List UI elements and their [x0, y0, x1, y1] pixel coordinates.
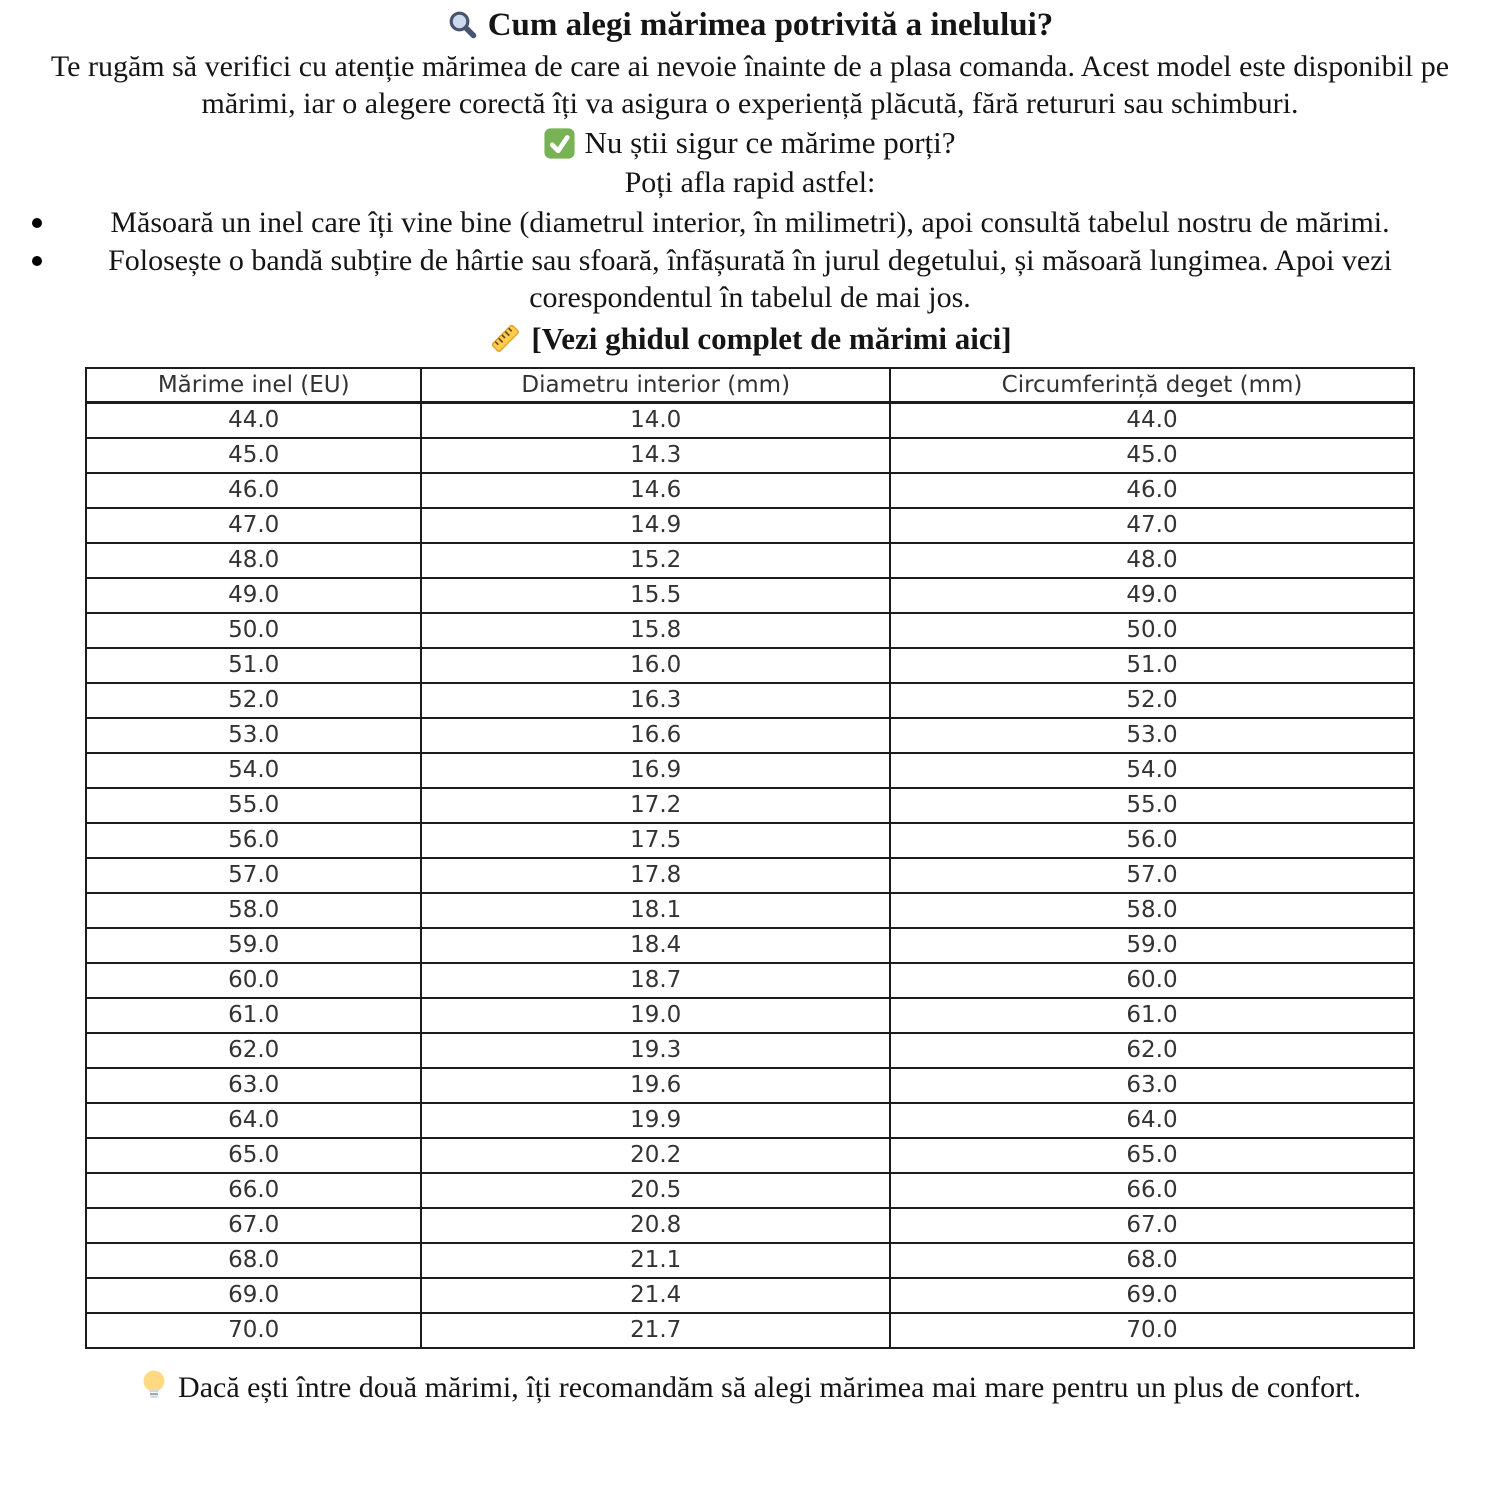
table-cell: 63.0 — [86, 1068, 421, 1103]
table-cell: 59.0 — [890, 928, 1414, 963]
intro-text: Te rugăm să verifici cu atenție mărimea de care ai nevoie înainte de a plasa comanda. Acest model este disponibil pe mărimi, iar o alegere corectă îți va asigura o experiență plăcută, fără retururi sau schimburi. — [50, 49, 1450, 120]
table-cell: 49.0 — [86, 578, 421, 613]
table-cell: 16.3 — [421, 683, 890, 718]
table-cell: 70.0 — [890, 1313, 1414, 1348]
table-cell: 14.6 — [421, 473, 890, 508]
table-row — [86, 648, 1414, 683]
tips-list — [0, 204, 1500, 316]
bullet-icon — [32, 256, 42, 266]
table-cell: 51.0 — [890, 648, 1414, 683]
table-row — [86, 1243, 1414, 1278]
table-cell: 64.0 — [890, 1103, 1414, 1138]
table-cell: 51.0 — [86, 648, 421, 683]
table-cell: 67.0 — [890, 1208, 1414, 1243]
table-cell: 15.2 — [421, 543, 890, 578]
table-row — [86, 402, 1414, 438]
table-cell: 65.0 — [890, 1138, 1414, 1173]
table-row — [86, 893, 1414, 928]
table-row — [86, 1138, 1414, 1173]
table-cell: 45.0 — [86, 438, 421, 473]
table-row — [86, 1208, 1414, 1243]
table-cell: 15.8 — [421, 613, 890, 648]
table-row — [86, 508, 1414, 543]
table-cell: 57.0 — [86, 858, 421, 893]
table-cell: 54.0 — [86, 753, 421, 788]
table-cell: 52.0 — [890, 683, 1414, 718]
table-cell: 69.0 — [86, 1278, 421, 1313]
table-cell: 19.9 — [421, 1103, 890, 1138]
table-cell: 18.4 — [421, 928, 890, 963]
question-text: Nu știi sigur ce mărime porți? — [584, 124, 956, 160]
table-cell: 55.0 — [86, 788, 421, 823]
table-cell: 53.0 — [86, 718, 421, 753]
table-cell: 52.0 — [86, 683, 421, 718]
table-cell: 19.6 — [421, 1068, 890, 1103]
list-item — [0, 242, 1500, 316]
comfort-note — [40, 1369, 1460, 1406]
table-cell: 18.1 — [421, 893, 890, 928]
table-row — [86, 823, 1414, 858]
table-cell: 58.0 — [86, 893, 421, 928]
table-cell: 61.0 — [86, 998, 421, 1033]
page-title-text: Cum alegi mărimea potrivită a inelului? — [487, 7, 1054, 43]
table-cell: 21.7 — [421, 1313, 890, 1348]
table-cell: 21.1 — [421, 1243, 890, 1278]
table-cell: 20.2 — [421, 1138, 890, 1173]
table-row — [86, 438, 1414, 473]
table-cell: 20.5 — [421, 1173, 890, 1208]
table-cell: 20.8 — [421, 1208, 890, 1243]
table-cell: 17.5 — [421, 823, 890, 858]
table-row — [86, 1313, 1414, 1348]
table-row — [86, 928, 1414, 963]
table-cell: 61.0 — [890, 998, 1414, 1033]
table-row — [86, 718, 1414, 753]
table-cell: 48.0 — [890, 543, 1414, 578]
table-cell: 46.0 — [86, 473, 421, 508]
table-cell: 16.6 — [421, 718, 890, 753]
table-cell: 70.0 — [86, 1313, 421, 1348]
comfort-note-text: Dacă ești între două mărimi, îți recomandăm să alegi mărimea mai mare pentru un plus de confort. — [178, 1370, 1361, 1404]
column-header-size: Mărime inel (EU) — [86, 368, 421, 403]
table-cell: 21.4 — [421, 1278, 890, 1313]
table-row — [86, 578, 1414, 613]
table-cell: 14.9 — [421, 508, 890, 543]
table-row — [86, 1068, 1414, 1103]
table-cell: 55.0 — [890, 788, 1414, 823]
table-row — [86, 1173, 1414, 1208]
check-icon — [544, 128, 575, 159]
table-cell: 48.0 — [86, 543, 421, 578]
table-cell: 50.0 — [86, 613, 421, 648]
tip-text: Folosește o bandă subțire de hârtie sau sfoară, înfășurată în jurul degetului, și măsoară lungimea. Apoi vezi corespondentul în tabelul de mai jos. — [108, 243, 1392, 314]
column-header-circumference: Circumferință deget (mm) — [890, 368, 1414, 403]
table-cell: 68.0 — [890, 1243, 1414, 1278]
subquestion-text: Poți afla rapid astfel: — [624, 165, 876, 199]
table-cell: 47.0 — [890, 508, 1414, 543]
table-row — [86, 543, 1414, 578]
ruler-icon — [488, 321, 522, 355]
table-row — [86, 473, 1414, 508]
table-cell: 14.0 — [421, 402, 890, 438]
table-cell: 62.0 — [86, 1033, 421, 1068]
table-cell: 45.0 — [890, 438, 1414, 473]
table-cell: 69.0 — [890, 1278, 1414, 1313]
table-cell: 67.0 — [86, 1208, 421, 1243]
table-cell: 46.0 — [890, 473, 1414, 508]
table-row — [86, 788, 1414, 823]
table-row — [86, 1103, 1414, 1138]
table-cell: 19.3 — [421, 1033, 890, 1068]
table-cell: 44.0 — [86, 402, 421, 438]
question-line — [0, 124, 1500, 162]
table-row — [86, 753, 1414, 788]
table-row — [86, 613, 1414, 648]
table-row — [86, 1278, 1414, 1313]
table-cell: 14.3 — [421, 438, 890, 473]
table-row — [86, 998, 1414, 1033]
page-title — [0, 6, 1500, 46]
bullet-icon — [32, 218, 42, 228]
table-cell: 63.0 — [890, 1068, 1414, 1103]
size-guide-link[interactable] — [0, 320, 1500, 358]
tip-text: Măsoară un inel care îți vine bine (diametrul interior, în milimetri), apoi consultă tabelul nostru de mărimi. — [110, 206, 1390, 240]
table-cell: 65.0 — [86, 1138, 421, 1173]
table-cell: 60.0 — [890, 963, 1414, 998]
table-header-row — [86, 368, 1414, 403]
table-row — [86, 858, 1414, 893]
table-cell: 16.9 — [421, 753, 890, 788]
table-cell: 54.0 — [890, 753, 1414, 788]
table-cell: 17.2 — [421, 788, 890, 823]
table-row — [86, 963, 1414, 998]
table-cell: 16.0 — [421, 648, 890, 683]
size-table — [85, 367, 1415, 1349]
table-cell: 66.0 — [86, 1173, 421, 1208]
table-cell: 49.0 — [890, 578, 1414, 613]
table-cell: 19.0 — [421, 998, 890, 1033]
table-row — [86, 1033, 1414, 1068]
table-cell: 18.7 — [421, 963, 890, 998]
list-item — [0, 204, 1500, 241]
table-cell: 57.0 — [890, 858, 1414, 893]
table-cell: 56.0 — [86, 823, 421, 858]
table-cell: 50.0 — [890, 613, 1414, 648]
table-cell: 66.0 — [890, 1173, 1414, 1208]
magnifier-icon — [447, 9, 479, 41]
table-cell: 15.5 — [421, 578, 890, 613]
table-cell: 44.0 — [890, 402, 1414, 438]
size-guide-link-text[interactable]: [Vezi ghidul complet de mărimi aici] — [531, 320, 1012, 356]
table-cell: 64.0 — [86, 1103, 421, 1138]
bulb-icon — [139, 1369, 169, 1403]
table-cell: 58.0 — [890, 893, 1414, 928]
table-cell: 17.8 — [421, 858, 890, 893]
table-cell: 62.0 — [890, 1033, 1414, 1068]
table-cell: 68.0 — [86, 1243, 421, 1278]
table-cell: 53.0 — [890, 718, 1414, 753]
table-cell: 60.0 — [86, 963, 421, 998]
table-cell: 47.0 — [86, 508, 421, 543]
table-row — [86, 683, 1414, 718]
table-cell: 59.0 — [86, 928, 421, 963]
table-cell: 56.0 — [890, 823, 1414, 858]
column-header-diameter: Diametru interior (mm) — [421, 368, 890, 403]
